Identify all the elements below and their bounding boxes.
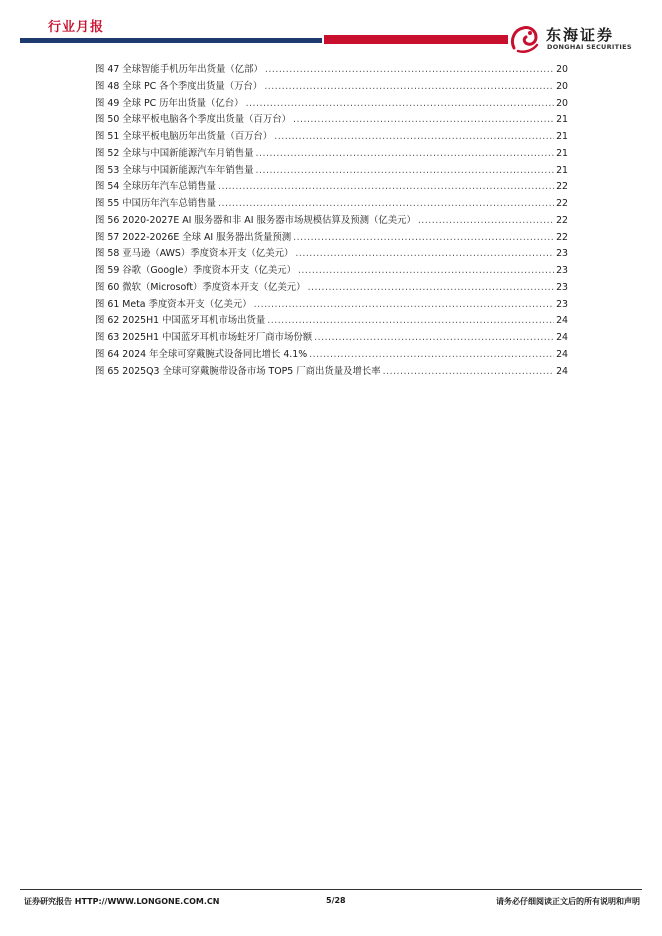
- toc-entry[interactable]: [95, 129, 568, 146]
- toc-entry-page: 23: [556, 265, 568, 276]
- toc-entry-label: 图 50 全球平板电脑各个季度出货量（百万台）: [95, 114, 292, 126]
- footer-disclaimer: 请务必仔细阅读正文后的所有说明和声明: [496, 897, 640, 906]
- toc-entry[interactable]: [95, 163, 568, 180]
- company-logo: [508, 22, 648, 56]
- toc-entry-label: 图 59 谷歌（Google）季度资本开支（亿美元）: [95, 265, 296, 276]
- toc-leader-dots: [298, 263, 554, 280]
- toc-entry-label: 图 64 2024 年全球可穿戴腕式设备同比增长 4.1%: [95, 348, 308, 360]
- header-rule-navy: [20, 38, 322, 43]
- toc-entry-label: 图 63 2025H1 中国蓝牙耳机市场蛀牙厂商市场份额: [95, 332, 313, 343]
- toc-entry-label: 图 65 2025Q3 全球可穿戴腕带设备市场 TOP5 厂商出货量及增长率: [95, 365, 381, 377]
- toc-entry-label: 图 52 全球与中国新能源汽车月销售量: [95, 147, 254, 159]
- toc-leader-dots: [264, 79, 554, 96]
- footer-page-number: 5/28: [326, 896, 346, 905]
- toc-entry[interactable]: [95, 313, 568, 330]
- toc-entry-label: 图 57 2022-2026E 全球 AI 服务器出货量预测: [95, 231, 292, 243]
- toc-entry-page: 23: [556, 248, 568, 260]
- toc-leader-dots: [274, 129, 554, 146]
- toc-leader-dots: [256, 146, 555, 163]
- toc-entry-label: 图 56 2020-2027E AI 服务器和非 AI 服务器市场规模估算及预测（亿美元）: [95, 214, 416, 226]
- toc-entry-page: 20: [556, 64, 568, 75]
- toc-leader-dots: [218, 179, 554, 196]
- toc-leader-dots: [314, 330, 554, 347]
- toc-entry[interactable]: [95, 79, 568, 96]
- toc-entry-label: 图 58 亚马逊（AWS）季度资本开支（亿美元）: [95, 248, 294, 260]
- toc-entry[interactable]: [95, 196, 568, 213]
- toc-entry[interactable]: [95, 179, 568, 196]
- toc-entry[interactable]: [95, 280, 568, 297]
- toc-entry-page: 22: [556, 231, 568, 243]
- toc-entry-page: 24: [556, 332, 568, 343]
- toc-entry[interactable]: [95, 330, 568, 347]
- logo-text-en: DONGHAI SECURITIES: [547, 43, 632, 51]
- toc-entry[interactable]: [95, 297, 568, 314]
- footer-source: 证券研究报告 HTTP://WWW.LONGONE.COM.CN: [24, 897, 220, 906]
- toc-leader-dots: [418, 213, 554, 230]
- toc-entry-page: 22: [556, 181, 568, 193]
- toc-leader-dots: [295, 246, 554, 263]
- toc-leader-dots: [293, 230, 554, 247]
- toc-entry[interactable]: [95, 112, 568, 129]
- report-type-title: 行业月报: [48, 20, 105, 35]
- logo-text-cn: 东海证券: [546, 26, 615, 44]
- toc-entry-page: 23: [556, 281, 568, 293]
- toc-entry-label: 图 47 全球智能手机历年出货量（亿部）: [95, 64, 263, 75]
- toc-entry-page: 23: [556, 298, 568, 310]
- toc-entry-label: 图 60 微软（Microsoft）季度资本开支（亿美元）: [95, 281, 306, 293]
- toc-entry-label: 图 53 全球与中国新能源汽车年销售量: [95, 164, 254, 176]
- toc-entry-page: 22: [556, 214, 568, 226]
- toc-entry[interactable]: [95, 364, 568, 381]
- toc-leader-dots: [308, 280, 555, 297]
- toc-entry-label: 图 61 Meta 季度资本开支（亿美元）: [95, 298, 252, 310]
- toc-entry-page: 21: [556, 164, 568, 176]
- toc-entry-label: 图 49 全球 PC 历年出货量（亿台）: [95, 97, 244, 109]
- toc-entry[interactable]: [95, 263, 568, 280]
- toc-entry-page: 24: [556, 315, 568, 327]
- toc-entry-page: 22: [556, 198, 568, 209]
- toc-leader-dots: [293, 112, 554, 129]
- toc-entry-page: 21: [556, 131, 568, 142]
- toc-entry[interactable]: [95, 246, 568, 263]
- toc-entry[interactable]: [95, 96, 568, 113]
- toc-entry-label: 图 62 2025H1 中国蓝牙耳机市场出货量: [95, 315, 266, 327]
- toc-leader-dots: [267, 313, 554, 330]
- toc-entry-page: 20: [556, 80, 568, 92]
- toc-entry[interactable]: [95, 213, 568, 230]
- toc-entry-label: 图 48 全球 PC 各个季度出货量（万台）: [95, 80, 263, 92]
- toc-leader-dots: [309, 347, 554, 364]
- toc-leader-dots: [218, 196, 554, 213]
- toc-entry-page: 21: [556, 147, 568, 159]
- toc-leader-dots: [246, 96, 555, 113]
- footer-rule: [20, 889, 642, 890]
- toc-entry-label: 图 54 全球历年汽车总销售量: [95, 181, 217, 193]
- figure-index-list: [95, 62, 568, 380]
- toc-leader-dots: [256, 163, 555, 180]
- toc-leader-dots: [265, 62, 554, 79]
- toc-entry-page: 20: [556, 97, 568, 109]
- toc-leader-dots: [383, 364, 554, 381]
- toc-entry[interactable]: [95, 146, 568, 163]
- toc-entry-page: 24: [556, 348, 568, 360]
- toc-entry-page: 24: [556, 365, 568, 377]
- toc-entry[interactable]: [95, 62, 568, 79]
- toc-entry[interactable]: [95, 347, 568, 364]
- toc-entry-page: 21: [556, 114, 568, 126]
- toc-entry[interactable]: [95, 230, 568, 247]
- toc-entry-label: 图 55 中国历年汽车总销售量: [95, 198, 217, 209]
- toc-entry-label: 图 51 全球平板电脑历年出货量（百万台）: [95, 131, 273, 142]
- logo-dragon-icon: [508, 22, 542, 56]
- toc-leader-dots: [254, 297, 554, 314]
